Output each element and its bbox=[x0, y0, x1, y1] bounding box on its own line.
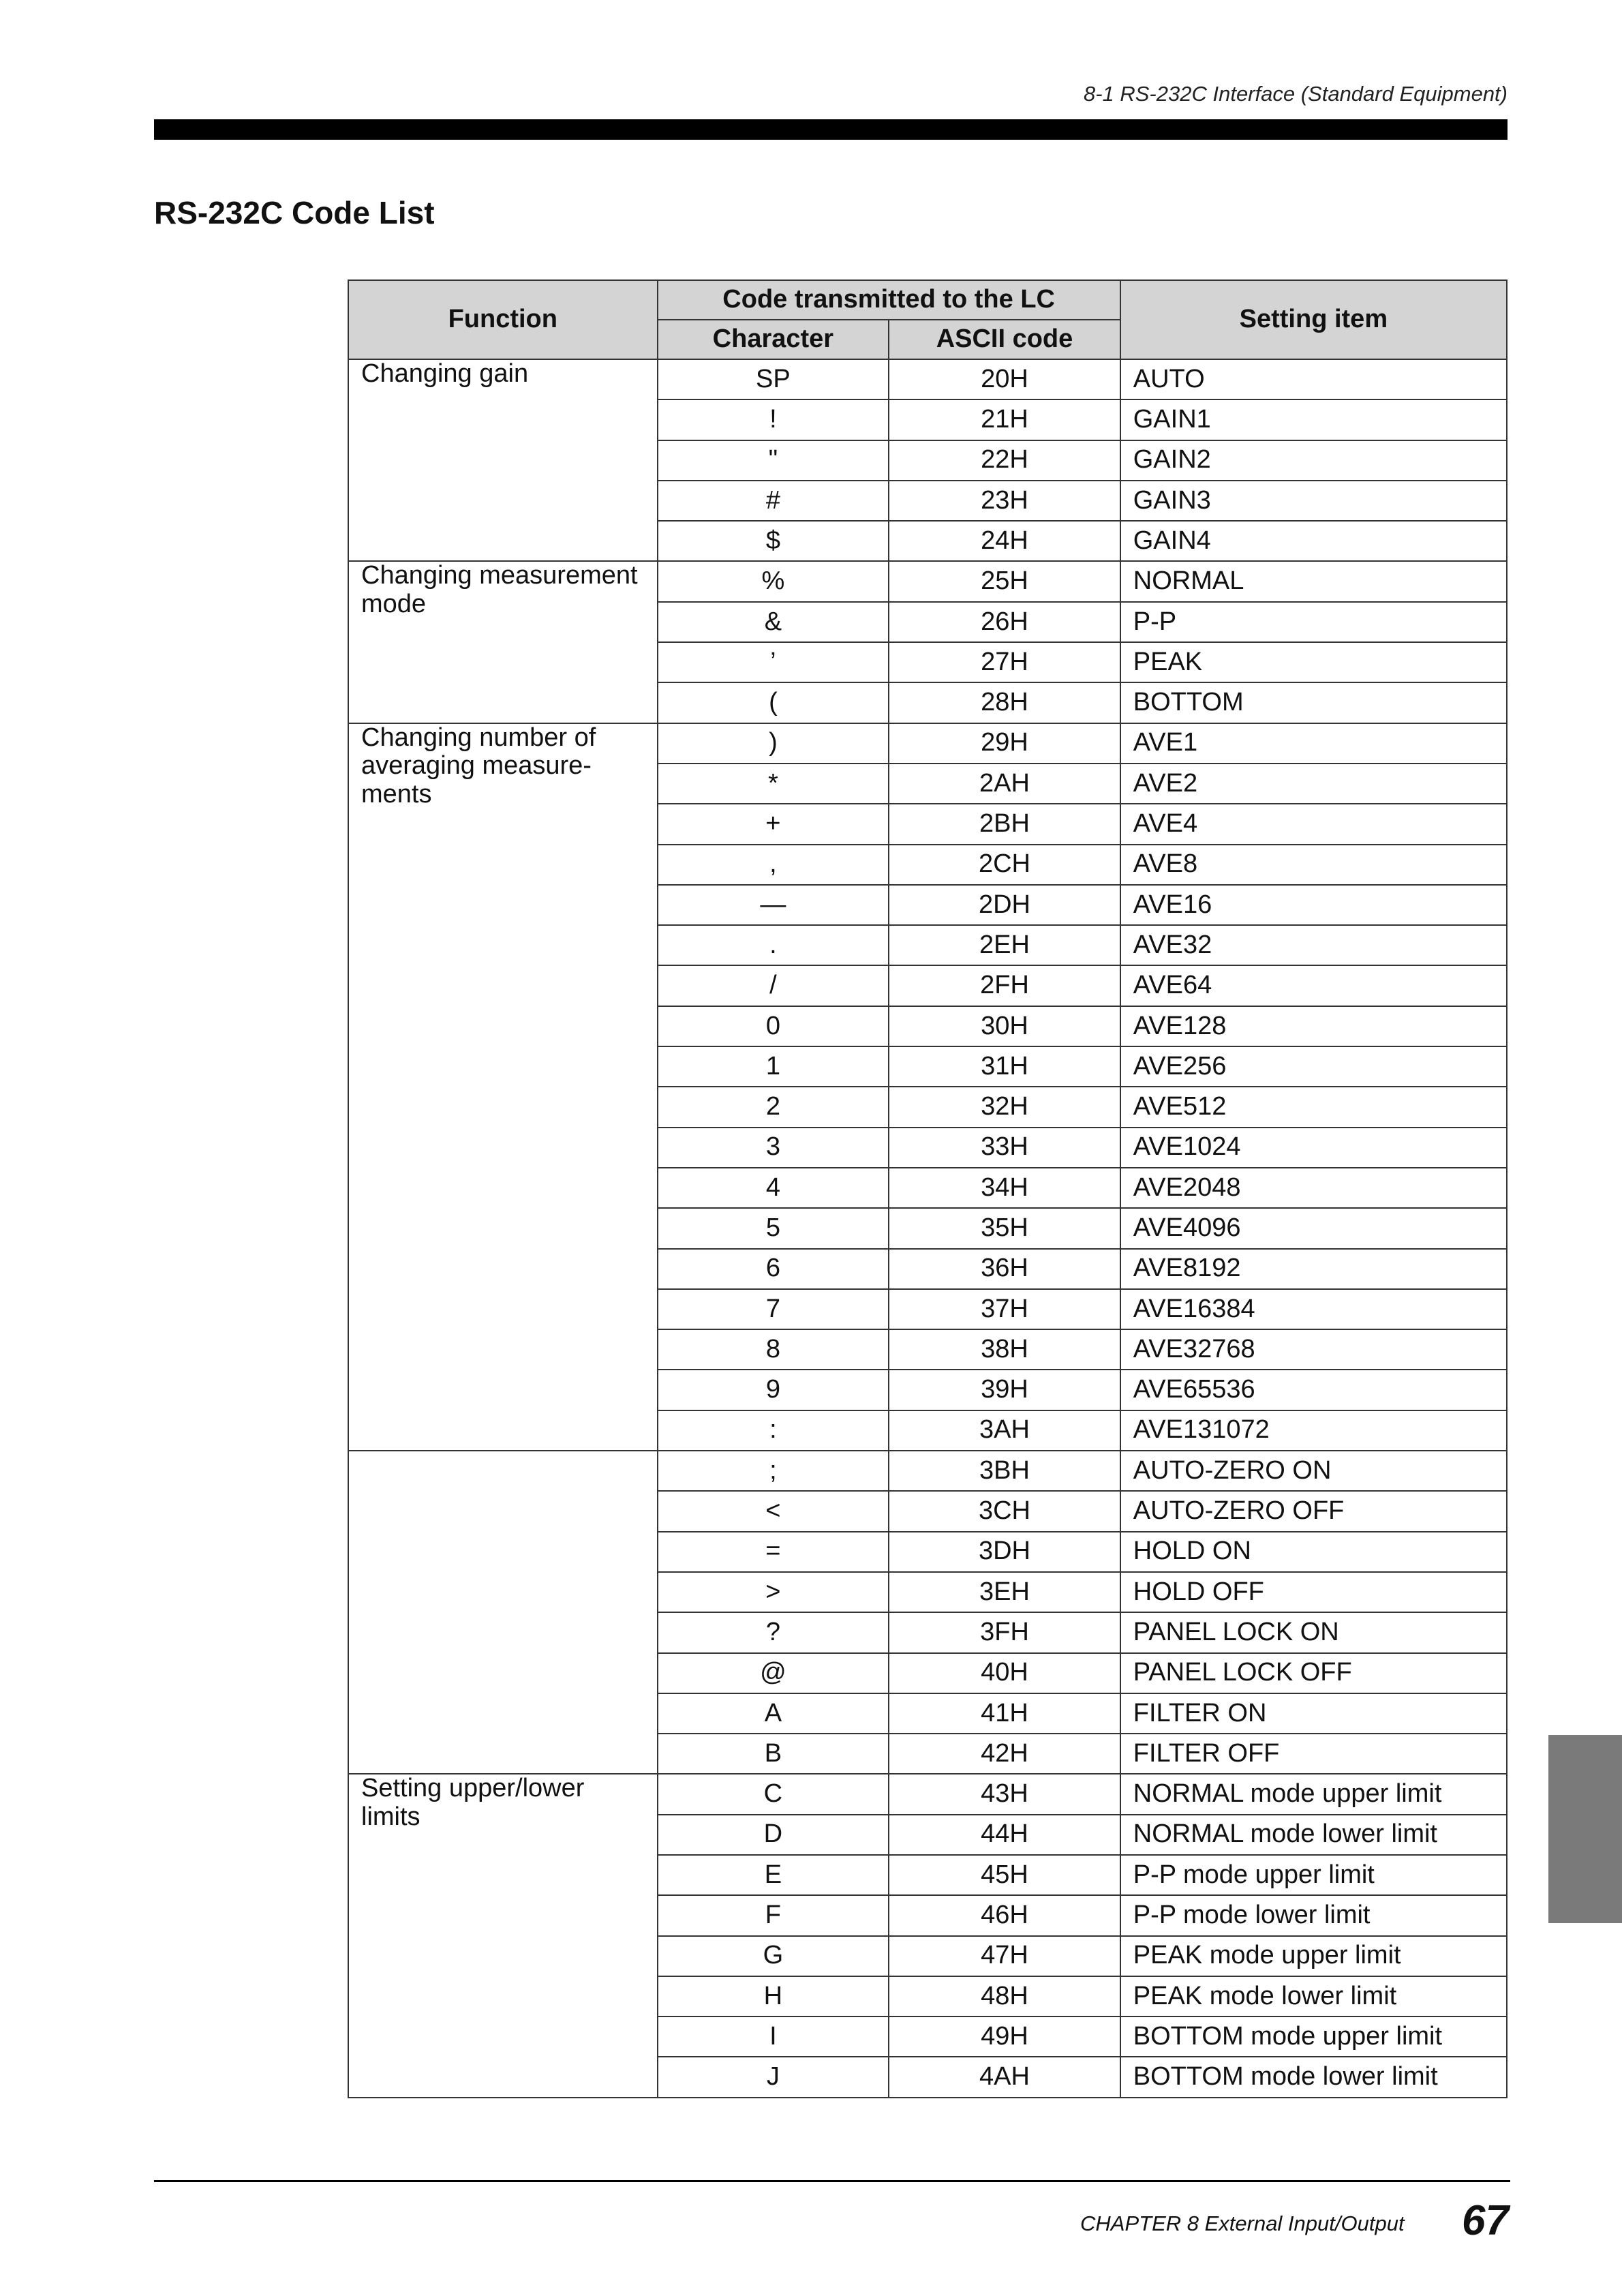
ascii-code-cell: 31H bbox=[889, 1046, 1120, 1087]
character-cell: ? bbox=[658, 1612, 889, 1652]
ascii-code-cell: 40H bbox=[889, 1653, 1120, 1693]
setting-item-cell: NORMAL bbox=[1120, 561, 1507, 601]
ascii-code-cell: 47H bbox=[889, 1936, 1120, 1976]
character-cell: C bbox=[658, 1774, 889, 1814]
setting-item-cell: PEAK mode upper limit bbox=[1120, 1936, 1507, 1976]
setting-item-cell: GAIN3 bbox=[1120, 481, 1507, 521]
page-number: 67 bbox=[1462, 2197, 1509, 2244]
character-cell: % bbox=[658, 561, 889, 601]
code-table-body bbox=[348, 359, 1507, 2098]
character-cell: > bbox=[658, 1572, 889, 1612]
setting-item-cell: AVE16 bbox=[1120, 885, 1507, 925]
character-cell: 4 bbox=[658, 1168, 889, 1208]
header-setting-item: Setting item bbox=[1120, 280, 1507, 359]
setting-item-cell: AVE128 bbox=[1120, 1006, 1507, 1046]
character-cell: 6 bbox=[658, 1249, 889, 1289]
setting-item-cell: AVE16384 bbox=[1120, 1289, 1507, 1329]
character-cell: A bbox=[658, 1693, 889, 1734]
header-code-group: Code transmitted to the LC bbox=[658, 280, 1120, 320]
header-bar bbox=[154, 119, 1508, 140]
character-cell: ’ bbox=[658, 642, 889, 682]
character-cell: ; bbox=[658, 1451, 889, 1491]
setting-item-cell: P-P bbox=[1120, 602, 1507, 642]
character-cell: 7 bbox=[658, 1289, 889, 1329]
ascii-code-cell: 3EH bbox=[889, 1572, 1120, 1612]
character-cell: J bbox=[658, 2057, 889, 2097]
setting-item-cell: GAIN4 bbox=[1120, 521, 1507, 561]
header-function: Function bbox=[348, 280, 658, 359]
character-cell: F bbox=[658, 1895, 889, 1935]
setting-item-cell: P-P mode upper limit bbox=[1120, 1855, 1507, 1895]
ascii-code-cell: 42H bbox=[889, 1734, 1120, 1774]
setting-item-cell: AVE2048 bbox=[1120, 1168, 1507, 1208]
setting-item-cell: NORMAL mode lower limit bbox=[1120, 1815, 1507, 1855]
ascii-code-cell: 36H bbox=[889, 1249, 1120, 1289]
ascii-code-cell: 3AH bbox=[889, 1410, 1120, 1451]
setting-item-cell: HOLD OFF bbox=[1120, 1572, 1507, 1612]
setting-item-cell: BOTTOM mode lower limit bbox=[1120, 2057, 1507, 2097]
setting-item-cell: AUTO bbox=[1120, 359, 1507, 399]
setting-item-cell: AVE1 bbox=[1120, 723, 1507, 764]
ascii-code-cell: 2BH bbox=[889, 804, 1120, 844]
setting-item-cell: AVE4096 bbox=[1120, 1208, 1507, 1248]
character-cell: ! bbox=[658, 399, 889, 440]
ascii-code-cell: 28H bbox=[889, 682, 1120, 723]
character-cell: D bbox=[658, 1815, 889, 1855]
character-cell: ) bbox=[658, 723, 889, 764]
character-cell: " bbox=[658, 440, 889, 481]
ascii-code-cell: 45H bbox=[889, 1855, 1120, 1895]
table-row bbox=[348, 561, 1507, 601]
page-title: RS-232C Code List bbox=[154, 195, 435, 230]
ascii-code-cell: 20H bbox=[889, 359, 1120, 399]
setting-item-cell: AUTO-ZERO ON bbox=[1120, 1451, 1507, 1491]
character-cell: 5 bbox=[658, 1208, 889, 1248]
chapter-side-tab bbox=[1548, 1735, 1622, 1923]
ascii-code-cell: 30H bbox=[889, 1006, 1120, 1046]
setting-item-cell: AVE8192 bbox=[1120, 1249, 1507, 1289]
ascii-code-cell: 2EH bbox=[889, 925, 1120, 965]
setting-item-cell: GAIN2 bbox=[1120, 440, 1507, 481]
character-cell: I bbox=[658, 2016, 889, 2057]
ascii-code-cell: 24H bbox=[889, 521, 1120, 561]
ascii-code-cell: 46H bbox=[889, 1895, 1120, 1935]
setting-item-cell: AVE131072 bbox=[1120, 1410, 1507, 1451]
ascii-code-cell: 26H bbox=[889, 602, 1120, 642]
ascii-code-cell: 2DH bbox=[889, 885, 1120, 925]
ascii-code-cell: 44H bbox=[889, 1815, 1120, 1855]
code-table bbox=[348, 280, 1508, 2098]
ascii-code-cell: 2CH bbox=[889, 845, 1120, 885]
ascii-code-cell: 22H bbox=[889, 440, 1120, 481]
ascii-code-cell: 34H bbox=[889, 1168, 1120, 1208]
character-cell: 3 bbox=[658, 1128, 889, 1168]
setting-item-cell: PANEL LOCK ON bbox=[1120, 1612, 1507, 1652]
running-header: 8-1 RS-232C Interface (Standard Equipment) bbox=[1083, 82, 1508, 106]
ascii-code-cell: 25H bbox=[889, 561, 1120, 601]
table-row bbox=[348, 1774, 1507, 1814]
header-character: Character bbox=[658, 320, 889, 359]
character-cell: 9 bbox=[658, 1370, 889, 1410]
setting-item-cell: AVE4 bbox=[1120, 804, 1507, 844]
ascii-code-cell: 3CH bbox=[889, 1491, 1120, 1531]
character-cell: ( bbox=[658, 682, 889, 723]
character-cell: 0 bbox=[658, 1006, 889, 1046]
character-cell: + bbox=[658, 804, 889, 844]
ascii-code-cell: 32H bbox=[889, 1087, 1120, 1127]
character-cell: B bbox=[658, 1734, 889, 1774]
character-cell: * bbox=[658, 764, 889, 804]
ascii-code-cell: 48H bbox=[889, 1976, 1120, 2016]
ascii-code-cell: 27H bbox=[889, 642, 1120, 682]
ascii-code-cell: 41H bbox=[889, 1693, 1120, 1734]
character-cell: SP bbox=[658, 359, 889, 399]
setting-item-cell: AVE512 bbox=[1120, 1087, 1507, 1127]
chapter-footer: CHAPTER 8 External Input/Output bbox=[1080, 2211, 1405, 2235]
setting-item-cell: FILTER ON bbox=[1120, 1693, 1507, 1734]
character-cell: < bbox=[658, 1491, 889, 1531]
function-cell: Changing measurement mode bbox=[348, 561, 658, 723]
character-cell: — bbox=[658, 885, 889, 925]
ascii-code-cell: 29H bbox=[889, 723, 1120, 764]
setting-item-cell: PANEL LOCK OFF bbox=[1120, 1653, 1507, 1693]
character-cell: E bbox=[658, 1855, 889, 1895]
setting-item-cell: AVE8 bbox=[1120, 845, 1507, 885]
setting-item-cell: AVE32768 bbox=[1120, 1329, 1507, 1370]
character-cell: # bbox=[658, 481, 889, 521]
footer-rule bbox=[154, 2180, 1510, 2182]
character-cell: 8 bbox=[658, 1329, 889, 1370]
setting-item-cell: AVE64 bbox=[1120, 965, 1507, 1006]
character-cell: H bbox=[658, 1976, 889, 2016]
ascii-code-cell: 3DH bbox=[889, 1532, 1120, 1572]
ascii-code-cell: 4AH bbox=[889, 2057, 1120, 2097]
ascii-code-cell: 43H bbox=[889, 1774, 1120, 1814]
setting-item-cell: AVE1024 bbox=[1120, 1128, 1507, 1168]
ascii-code-cell: 49H bbox=[889, 2016, 1120, 2057]
setting-item-cell: P-P mode lower limit bbox=[1120, 1895, 1507, 1935]
setting-item-cell: GAIN1 bbox=[1120, 399, 1507, 440]
character-cell: / bbox=[658, 965, 889, 1006]
setting-item-cell: AVE65536 bbox=[1120, 1370, 1507, 1410]
setting-item-cell: AVE2 bbox=[1120, 764, 1507, 804]
setting-item-cell: AVE32 bbox=[1120, 925, 1507, 965]
function-cell: Changing number of averaging measure-ments bbox=[348, 723, 658, 1451]
ascii-code-cell: 35H bbox=[889, 1208, 1120, 1248]
ascii-code-cell: 2AH bbox=[889, 764, 1120, 804]
character-cell: @ bbox=[658, 1653, 889, 1693]
table-row bbox=[348, 1451, 1507, 1491]
ascii-code-cell: 3FH bbox=[889, 1612, 1120, 1652]
ascii-code-cell: 38H bbox=[889, 1329, 1120, 1370]
ascii-code-cell: 37H bbox=[889, 1289, 1120, 1329]
character-cell: & bbox=[658, 602, 889, 642]
setting-item-cell: HOLD ON bbox=[1120, 1532, 1507, 1572]
ascii-code-cell: 33H bbox=[889, 1128, 1120, 1168]
table-row bbox=[348, 359, 1507, 399]
ascii-code-cell: 3BH bbox=[889, 1451, 1120, 1491]
header-ascii-code: ASCII code bbox=[889, 320, 1120, 359]
character-cell: : bbox=[658, 1410, 889, 1451]
setting-item-cell: FILTER OFF bbox=[1120, 1734, 1507, 1774]
table-row bbox=[348, 723, 1507, 764]
setting-item-cell: AUTO-ZERO OFF bbox=[1120, 1491, 1507, 1531]
setting-item-cell: BOTTOM bbox=[1120, 682, 1507, 723]
function-cell: Setting upper/lower limits bbox=[348, 1774, 658, 2097]
setting-item-cell: PEAK mode lower limit bbox=[1120, 1976, 1507, 2016]
function-cell: Changing gain bbox=[348, 359, 658, 561]
ascii-code-cell: 23H bbox=[889, 481, 1120, 521]
setting-item-cell: BOTTOM mode upper limit bbox=[1120, 2016, 1507, 2057]
setting-item-cell: PEAK bbox=[1120, 642, 1507, 682]
character-cell: . bbox=[658, 925, 889, 965]
character-cell: G bbox=[658, 1936, 889, 1976]
ascii-code-cell: 2FH bbox=[889, 965, 1120, 1006]
ascii-code-cell: 21H bbox=[889, 399, 1120, 440]
character-cell: 2 bbox=[658, 1087, 889, 1127]
character-cell: = bbox=[658, 1532, 889, 1572]
ascii-code-cell: 39H bbox=[889, 1370, 1120, 1410]
setting-item-cell: AVE256 bbox=[1120, 1046, 1507, 1087]
character-cell: , bbox=[658, 845, 889, 885]
setting-item-cell: NORMAL mode upper limit bbox=[1120, 1774, 1507, 1814]
function-cell bbox=[348, 1451, 658, 1774]
character-cell: $ bbox=[658, 521, 889, 561]
character-cell: 1 bbox=[658, 1046, 889, 1087]
